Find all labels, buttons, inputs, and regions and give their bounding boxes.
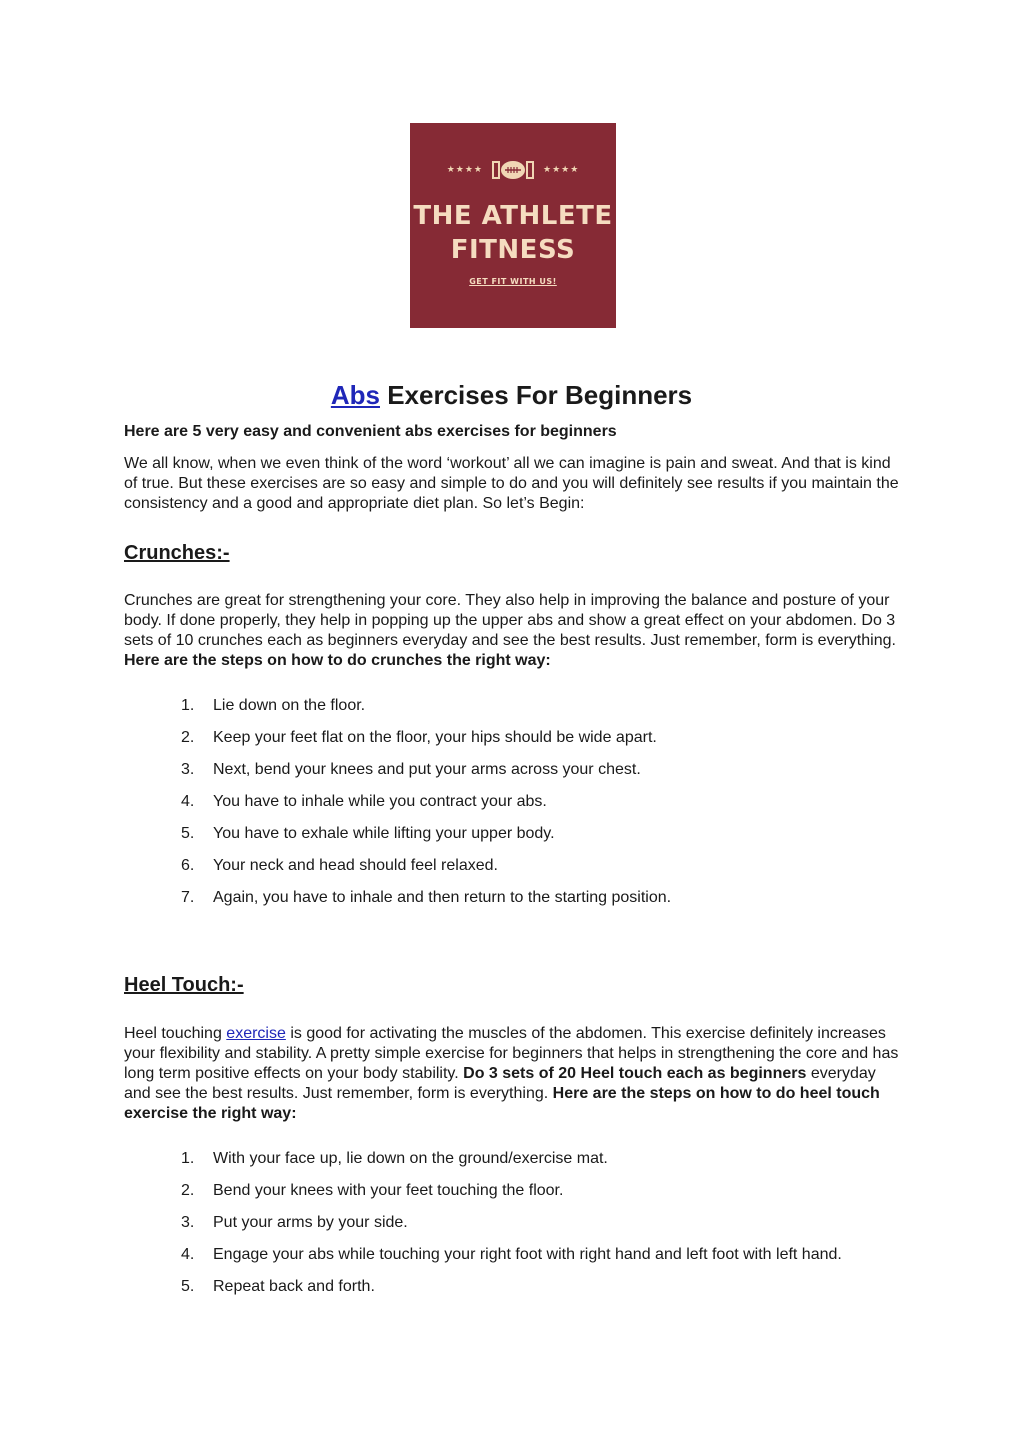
list-item-number: 2. (181, 1182, 195, 1199)
list-item (124, 1149, 842, 1181)
list-item-text: Put your arms by your side. (213, 1214, 408, 1231)
list-item-number: 1. (181, 697, 195, 714)
exercise-link[interactable]: exercise (226, 1025, 286, 1042)
page-title-rest: Exercises For Beginners (379, 380, 693, 410)
list-item (124, 696, 671, 728)
list-item-number: 7. (181, 889, 195, 906)
list-item-text: Next, bend your knees and put your arms across your chest. (213, 761, 641, 778)
heel-touch-paragraph (124, 1024, 904, 1124)
abs-link[interactable]: Abs (330, 380, 380, 410)
logo-title-line2: FITNESS (450, 235, 576, 265)
list-item-text: You have to exhale while lifting your upper body. (213, 825, 555, 842)
list-item-number: 3. (181, 1214, 195, 1231)
list-item-number: 4. (181, 1246, 195, 1263)
logo-title-line1: THE ATHLETE (413, 201, 613, 231)
crunches-paragraph-text: Crunches are great for strengthening your core. They also help in improving the balance and posture of your body. If done properly, they help in popping up the upper abs and show a great effect on your abdomen. Do 3 sets of 10 crunches each as beginners everyday and see the best results. Just remember, form is everything. (124, 592, 896, 649)
heel-touch-heading: Heel Touch:- (124, 974, 244, 996)
list-item (124, 856, 671, 888)
heel-touch-para-mid2: everyday and see the best results. Just remember, form is everything. (124, 1065, 876, 1102)
list-item-text: With your face up, lie down on the ground/exercise mat. (213, 1150, 608, 1167)
list-item-text: Your neck and head should feel relaxed. (213, 857, 498, 874)
list-item-number: 3. (181, 761, 195, 778)
crunches-heading: Crunches:- (124, 542, 230, 564)
list-item-number: 2. (181, 729, 195, 746)
logo-stars-left: ★★★★ (446, 165, 483, 175)
list-item-text: Bend your knees with your feet touching the floor. (213, 1182, 564, 1199)
heel-touch-para-mid: is good for activating the muscles of the abdomen. This exercise definitely increases your flexibility and stability. A pretty simple exercise for beginners that helps in strengthening the core and has long term positive effects on your body stability. (124, 1025, 899, 1082)
heel-touch-para-start: Heel touching (124, 1025, 227, 1042)
list-item (124, 728, 671, 760)
list-item (124, 792, 671, 824)
list-item-text: Keep your feet flat on the floor, your hips should be wide apart. (213, 729, 657, 746)
list-item (124, 760, 671, 792)
page-title (124, 378, 899, 412)
crunches-paragraph (124, 591, 904, 671)
list-item-number: 4. (181, 793, 195, 810)
list-item-number: 5. (181, 825, 195, 842)
list-item (124, 824, 671, 856)
list-item-text: Lie down on the floor. (213, 697, 366, 714)
intro-subheading: Here are 5 very easy and convenient abs exercises for beginners (124, 423, 617, 440)
list-item-number: 1. (181, 1150, 195, 1167)
list-item-text: Engage your abs while touching your right foot with right hand and left foot with left hand. (213, 1246, 842, 1263)
heel-touch-steps-list (124, 1149, 842, 1309)
football-icon (489, 159, 537, 181)
list-item (124, 1213, 842, 1245)
list-item-text: Repeat back and forth. (213, 1278, 375, 1295)
heel-touch-para-bold2: Here are the steps on how to do heel touch exercise the right way: (124, 1085, 880, 1122)
list-item-text: Again, you have to inhale and then return to the starting position. (213, 889, 672, 906)
list-item-text: You have to inhale while you contract your abs. (213, 793, 547, 810)
logo-title (410, 199, 616, 267)
logo-subtitle: GET FIT WITH US! (469, 277, 557, 286)
heel-touch-para-bold1: Do 3 sets of 20 Heel touch each as beginners (463, 1065, 807, 1082)
logo-emblem (410, 159, 616, 181)
logo-stars-right: ★★★★ (543, 165, 580, 175)
list-item (124, 1245, 842, 1277)
crunches-steps-list (124, 696, 671, 920)
intro-paragraph: We all know, when we even think of the word ‘workout’ all we can imagine is pain and sweat. And that is kind of true. But these exercises are so easy and simple to do and you will definitely see results if you maintain the consistency and a good and appropriate diet plan. So let’s Begin: (124, 455, 899, 512)
list-item-number: 6. (181, 857, 195, 874)
list-item (124, 1277, 842, 1309)
athlete-fitness-logo (410, 123, 616, 328)
crunches-paragraph-bold: Here are the steps on how to do crunches the right way: (124, 652, 551, 669)
list-item-number: 5. (181, 1278, 195, 1295)
list-item (124, 888, 671, 920)
list-item (124, 1181, 842, 1213)
